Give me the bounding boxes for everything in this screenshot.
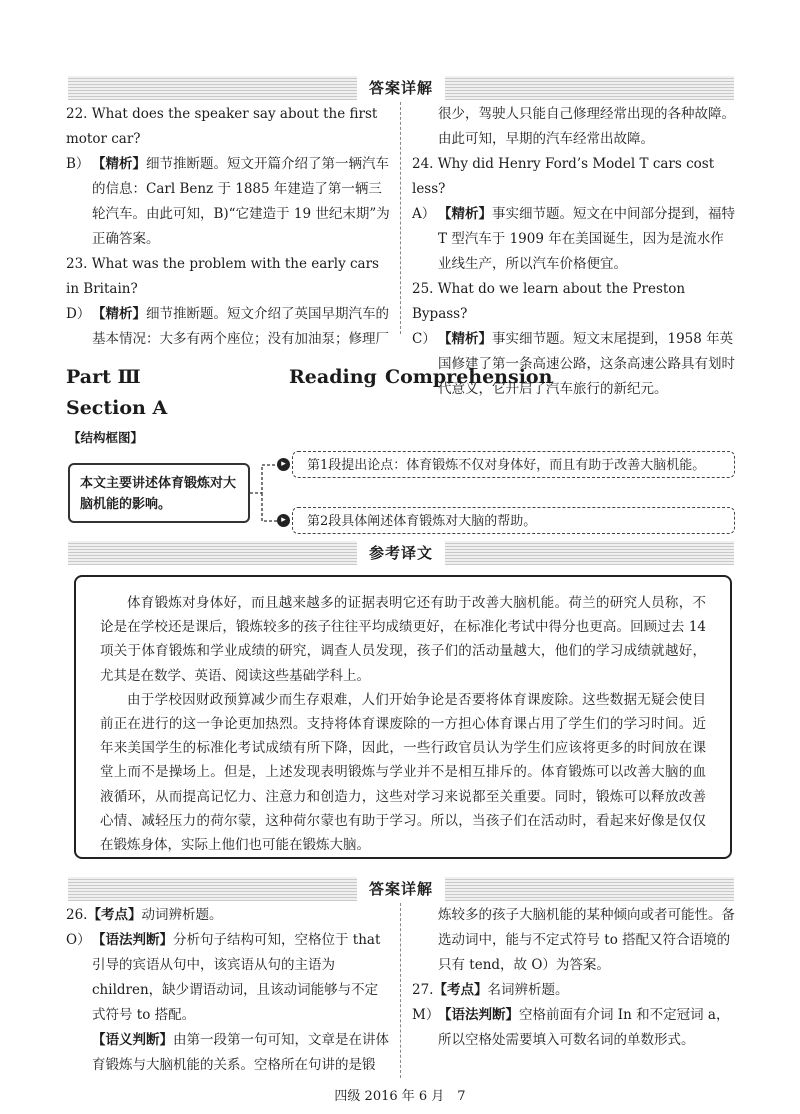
answer-23 <box>66 302 390 352</box>
part-label: Part Ⅲ <box>66 366 141 388</box>
structure-frame-label: 【结构框图】 <box>68 430 144 445</box>
answer-23-tag: 【精析】 <box>92 306 146 322</box>
question-26-tag: 【考点】 <box>87 907 142 923</box>
structure-point-1: 第1段提出论点：体育锻炼不仅对身体好，而且有助于改善大脑机能。 <box>292 451 735 478</box>
answer-24-text: 事实细节题。短文在中间部分提到，福特 T 型汽车于 1909 年在美国诞生，因为是流水作业线生产，所以汽车价格便宜。 <box>438 206 735 272</box>
question-23: 23. What was the problem with the early cars in Britain? <box>66 256 379 297</box>
answer-26-text-grammar: 分析句子结构可知，空格位于 that 引导的宾语从句中，该宾语从句的主语为 children，缺少谓语动词，且该动词能够与不定式符号 to 搭配。 <box>92 932 381 1023</box>
answer-27-tag: 【语法判断】 <box>438 1007 519 1023</box>
answer-23-label: D） <box>66 306 91 322</box>
translation-banner <box>68 541 734 565</box>
answer-22-tag: 【精析】 <box>92 156 146 172</box>
column-divider-top <box>400 102 401 334</box>
page-footer: 四级 2016 年 6 月 7 <box>334 1089 466 1104</box>
question-26 <box>66 903 390 928</box>
translation-paragraph-1: 体育锻炼对身体好，而且越来越多的证据表明它还有助于改善大脑机能。荷兰的研究人员称，不论是在学校还是课后，锻炼较多的孩子往往平均成绩更好，在标准化考试中得分也更高。回顾过去 14 项关于体育锻炼和学业成绩的研究，调查人员发现，孩子们的活动量越大，他们的学习成绩就越好，尤其是在数学、英语、阅读这些基础学科上。 <box>100 595 706 684</box>
question-27 <box>412 978 736 1003</box>
answer-explanation-banner-top <box>68 76 734 100</box>
part-title-reading: Reading <box>289 366 377 388</box>
question-22: 22. What does the speaker say about the first motor car? <box>66 106 378 147</box>
banner-title: 答案详解 <box>357 76 445 100</box>
translation-paragraph-2: 由于学校因财政预算减少而生存艰难，人们开始争论是否要将体育课废除。这些数据无疑会使目前正在进行的这一争论更加热烈。支持将体育课废除的一方担心体育课占用了学生们的学习时间。近年来美国学生的标准化考试成绩有所下降，因此，一些行政官员认为学生们应该将更多的时间放在课堂上而不是操场上。但是，上述发现表明锻炼与学业并不是相互排斥的。体育锻炼可以改善大脑的血液循环，从而提高记忆力、注意力和创造力，这些对学习来说都至关重要。同时，锻炼可以释放改善心情、减轻压力的荷尔蒙，这种荷尔蒙也有助于学习。所以，当孩子们在活动时，看起来好像是仅仅在锻炼身体，实际上他们也可能在锻炼大脑。 <box>100 691 706 854</box>
structure-point-2: 第2段具体阐述体育锻炼对大脑的帮助。 <box>292 507 735 534</box>
arrow-icon: ▸ <box>277 514 290 527</box>
answer-27-text: 空格前面有介词 In 和不定冠词 a，所以空格处需要填入可数名词的单数形式。 <box>438 1007 730 1048</box>
answers-top-right <box>412 102 736 402</box>
answers-top-left <box>66 102 390 352</box>
answer-27 <box>412 1003 736 1053</box>
answer-26-tag-grammar: 【语法判断】 <box>92 932 173 948</box>
answer-26-semantic <box>66 1028 390 1078</box>
answer-26-text-semantic: 由第一段第一句可知，文章是在讲体育锻炼与大脑机能的关系。空格所在句讲的是锻 <box>92 1032 389 1073</box>
question-27-number: 27. <box>412 982 434 998</box>
answer-26-label: O） <box>66 932 91 948</box>
question-26-text: 动词辨析题。 <box>141 907 223 923</box>
answer-23-text: 细节推断题。短文介绍了英国早期汽车的基本情况：大多有两个座位；没有加油泵；修理厂 <box>92 306 389 347</box>
question-24: 24. Why did Henry Ford’s Model T cars cost less? <box>412 156 715 197</box>
question-25: 25. What do we learn about the Preston Bypass? <box>412 281 686 322</box>
answer-22 <box>66 152 390 252</box>
answer-26-tag-semantic: 【语义判断】 <box>92 1032 173 1048</box>
section-title: Section A <box>66 397 168 419</box>
arrow-icon: ▸ <box>277 458 290 471</box>
answer-24-label: A） <box>412 206 436 222</box>
answer-24-tag: 【精析】 <box>438 206 492 222</box>
answer-26-continued: 炼较多的孩子大脑机能的某种倾向或者可能性。备选动词中，能与不定式符号 to 搭配又符合语境的只有 tend，故 O）为答案。 <box>438 907 735 973</box>
question-26-number: 26. <box>66 907 88 923</box>
answer-25-label: C） <box>412 331 436 347</box>
structure-main-box: 本文主要讲述体育锻炼对大脑机能的影响。 <box>68 463 250 523</box>
column-divider-bottom <box>400 903 401 1078</box>
banner-title: 参考译文 <box>357 541 445 565</box>
answer-25 <box>412 327 736 402</box>
banner-title: 答案详解 <box>357 877 445 901</box>
answer-explanation-banner-bottom <box>68 877 734 901</box>
answers-bottom-right <box>412 903 736 1053</box>
answer-26 <box>66 928 390 1028</box>
answer-25-text: 事实细节题。短文末尾提到，1958 年英国修建了第一条高速公路，这条高速公路具有划时代意义，它开启了汽车旅行的新纪元。 <box>438 331 735 397</box>
question-27-tag: 【考点】 <box>433 982 488 998</box>
translation-box <box>74 575 732 859</box>
answer-23-continued: 很少，驾驶人只能自己修理经常出现的各种故障。由此可知，早期的汽车经常出故障。 <box>438 106 735 147</box>
answer-22-label: B） <box>66 156 90 172</box>
answers-bottom-left <box>66 903 390 1078</box>
answer-24 <box>412 202 736 277</box>
part-title-comprehension: Comprehension <box>385 366 553 388</box>
answer-25-tag: 【精析】 <box>438 331 492 347</box>
question-27-text: 名词辨析题。 <box>487 982 569 998</box>
answer-22-text: 细节推断题。短文开篇介绍了第一辆汽车的信息：Carl Benz 于 1885 年建造了第一辆三轮汽车。由此可知，B)“它建造于 19 世纪末期”为正确答案。 <box>92 156 390 247</box>
answer-27-label: M） <box>412 1007 440 1023</box>
